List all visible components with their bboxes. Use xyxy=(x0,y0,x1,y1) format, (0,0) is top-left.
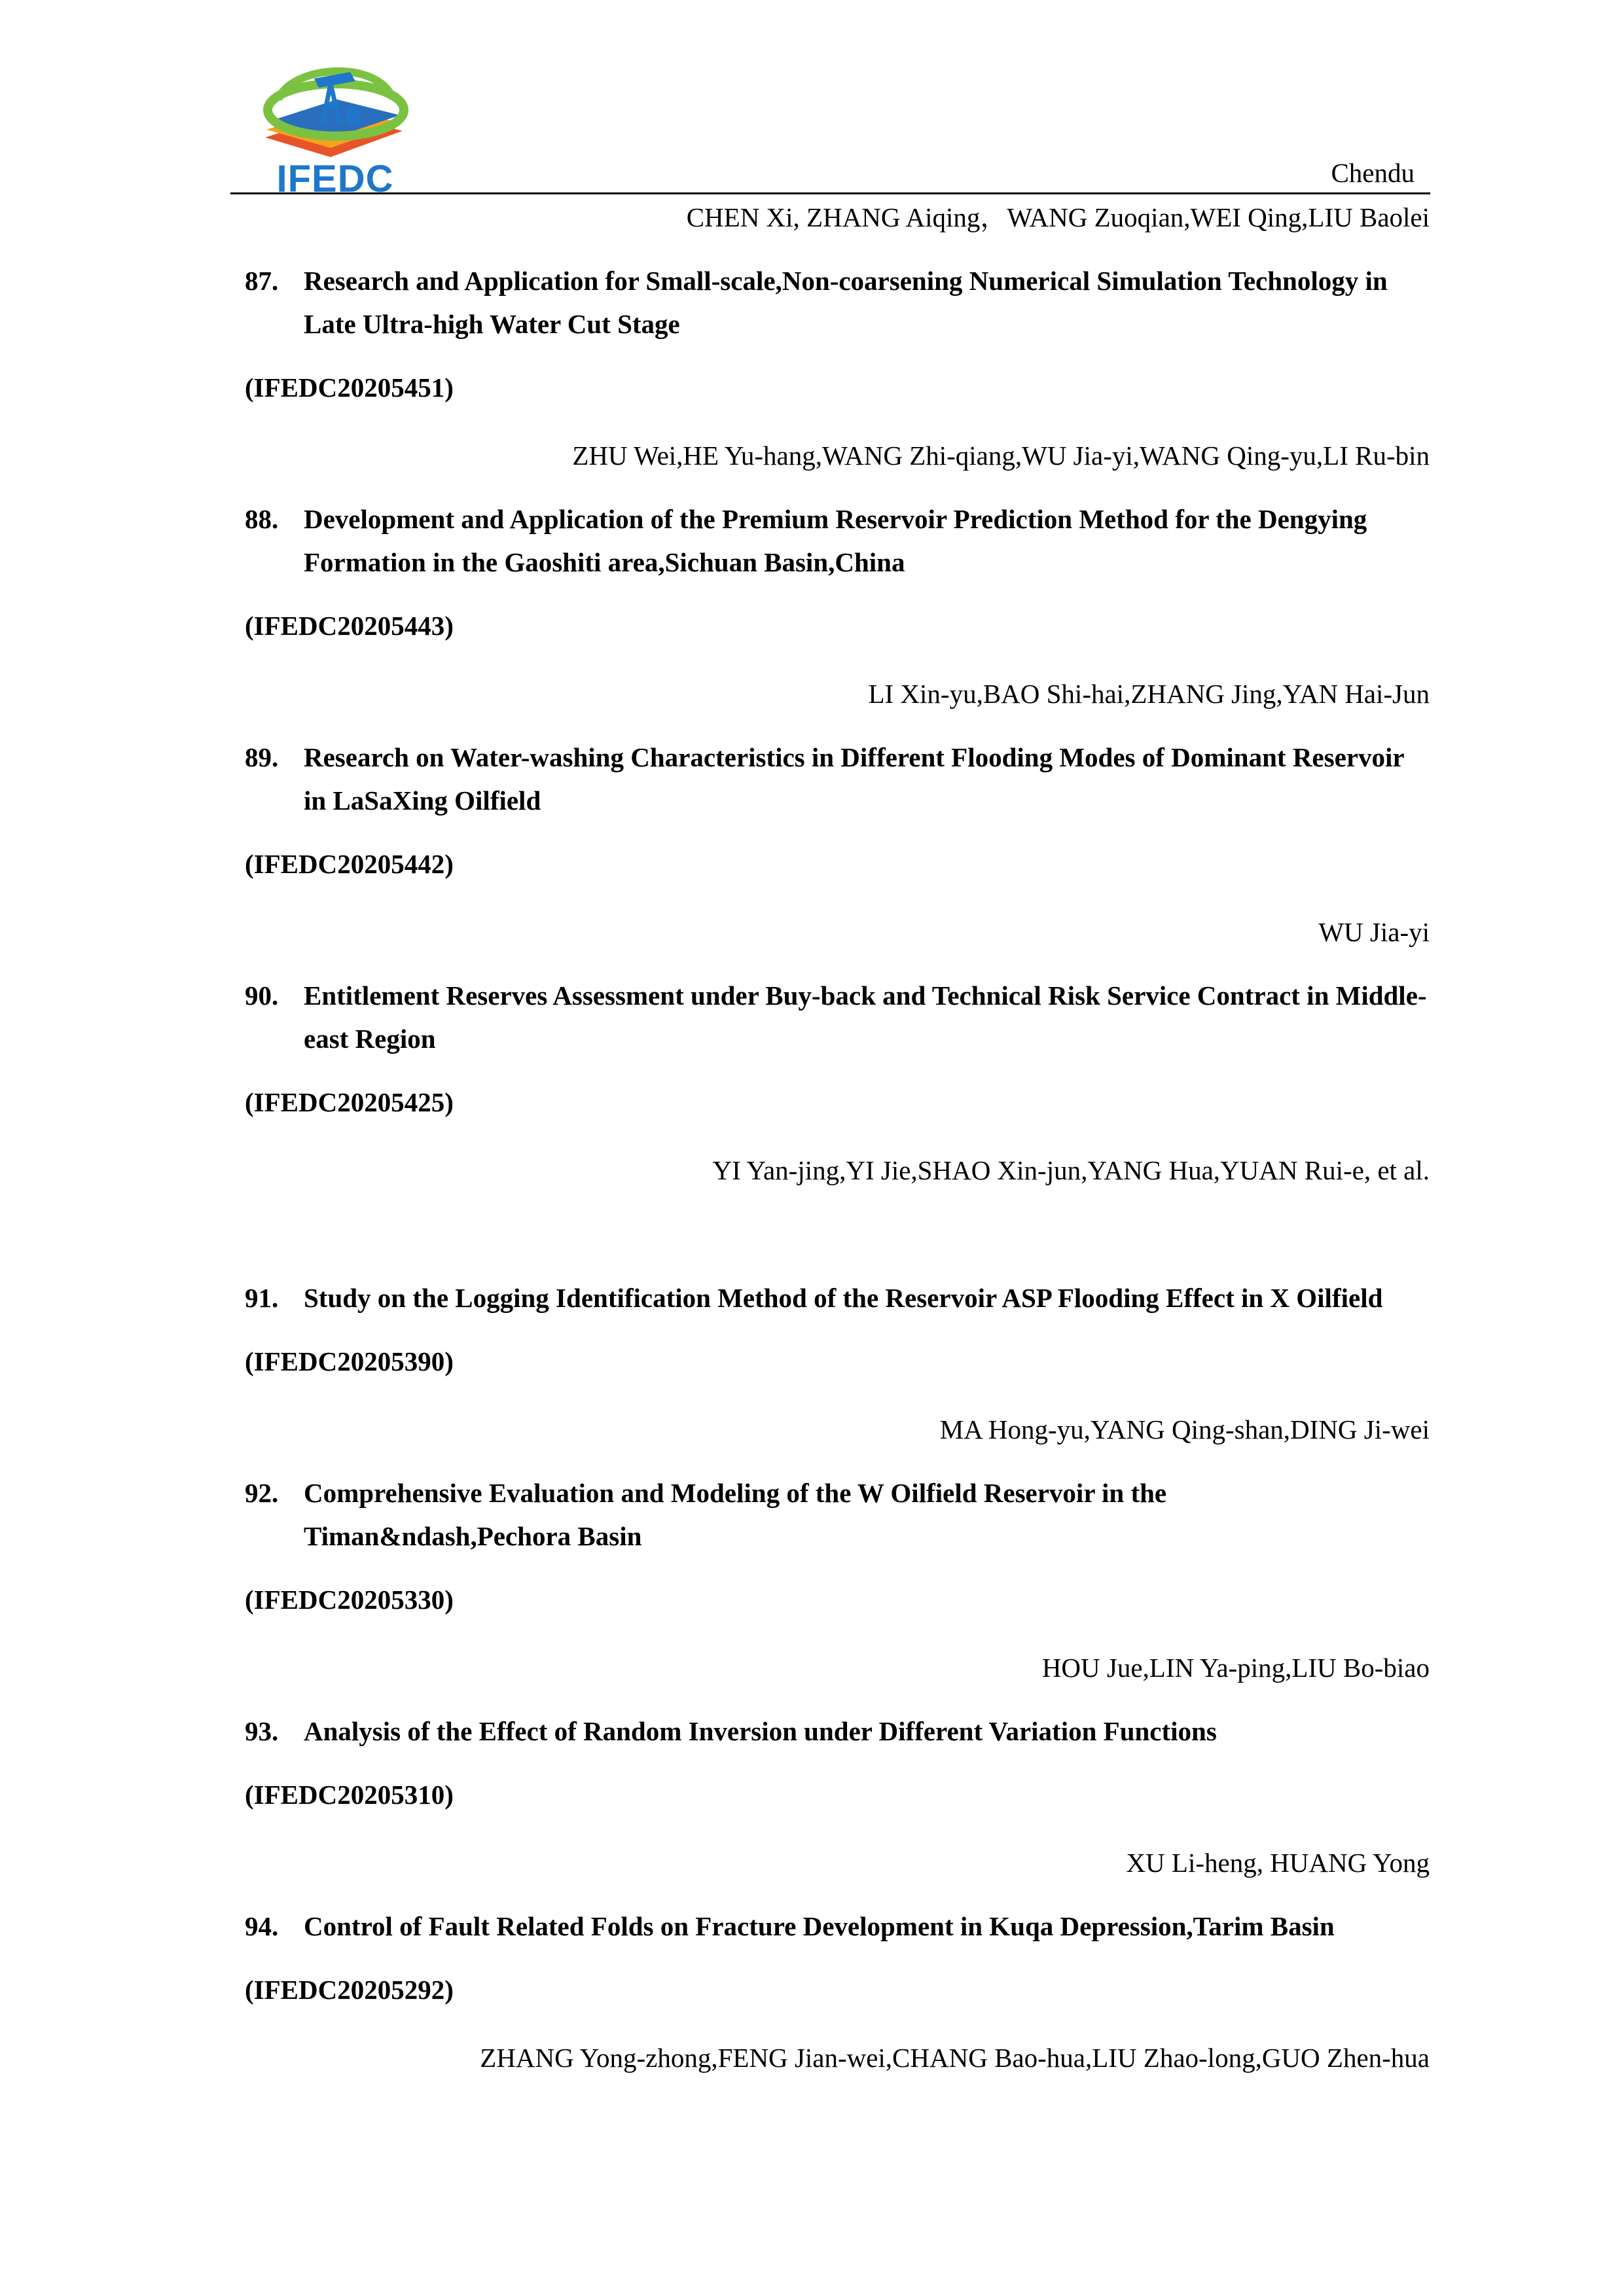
paper-title-row xyxy=(245,1276,1430,1319)
paper-title: Entitlement Reserves Assessment under Buy-back and Technical Risk Service Contract in Middle-east Region xyxy=(304,980,1427,1054)
paper-authors: WU Jia-yi xyxy=(1318,917,1430,947)
header-location: Chendu xyxy=(1331,158,1415,188)
paper-title: Research and Application for Small-scale,Non-coarsening Numerical Simulation Technology in Late Ultra-high Water Cut Stage xyxy=(304,266,1388,339)
paper-entry-92 xyxy=(245,1471,1430,1687)
paper-title-row xyxy=(245,1905,1430,1948)
paper-list xyxy=(245,196,1430,2077)
paper-code: (IFEDC20205330) xyxy=(245,1585,454,1615)
paper-title: Analysis of the Effect of Random Inversion under Different Variation Functions xyxy=(304,1716,1217,1746)
paper-title-row xyxy=(245,497,1430,584)
logo-text: IFEDC xyxy=(276,158,394,200)
header-divider xyxy=(230,192,1430,194)
paper-title: Control of Fault Related Folds on Fracture Development in Kuqa Depression,Tarim Basin xyxy=(304,1911,1335,1941)
paper-number: 94. xyxy=(245,1911,279,1941)
paper-title-row xyxy=(245,1710,1430,1753)
paper-code: (IFEDC20205310) xyxy=(245,1780,454,1810)
paper-code: (IFEDC20205292) xyxy=(245,1975,454,2005)
paper-entry-90 xyxy=(245,974,1430,1190)
paper-number: 92. xyxy=(245,1478,279,1508)
paper-entry-93 xyxy=(245,1710,1430,1882)
paper-entry-87 xyxy=(245,259,1430,475)
paper-title: Comprehensive Evaluation and Modeling of the W Oilfield Reservoir in the Timan&ndash,Pechora Basin xyxy=(304,1478,1167,1551)
paper-code: (IFEDC20205451) xyxy=(245,372,454,403)
paper-authors: MA Hong-yu,YANG Qing-shan,DING Ji-wei xyxy=(939,1414,1430,1444)
paper-number: 88. xyxy=(245,504,279,534)
paper-number: 90. xyxy=(245,980,279,1011)
paper-authors: HOU Jue,LIN Ya-ping,LIU Bo-biao xyxy=(1041,1653,1430,1683)
paper-authors: ZHANG Yong-zhong,FENG Jian-wei,CHANG Bao-hua,LIU Zhao-long,GUO Zhen-hua xyxy=(480,2043,1430,2073)
paper-title-row xyxy=(245,974,1430,1060)
paper-authors: YI Yan-jing,YI Jie,SHAO Xin-jun,YANG Hua,YUAN Rui-e, et al. xyxy=(712,1155,1430,1185)
paper-title: Research on Water-washing Characteristics in Different Flooding Modes of Dominant Reservoir in LaSaXing Oilfield xyxy=(304,742,1404,816)
paper-authors: LI Xin-yu,BAO Shi-hai,ZHANG Jing,YAN Hai-Jun xyxy=(868,679,1430,709)
paper-code: (IFEDC20205443) xyxy=(245,611,454,641)
paper-code: (IFEDC20205442) xyxy=(245,849,454,879)
paper-title: Study on the Logging Identification Method of the Reservoir ASP Flooding Effect in X Oilfield xyxy=(304,1283,1383,1313)
carryover-authors: CHEN Xi, ZHANG Aiqing，WANG Zuoqian,WEI Qing,LIU Baolei xyxy=(686,202,1430,232)
paper-code: (IFEDC20205425) xyxy=(245,1087,454,1117)
paper-authors: ZHU Wei,HE Yu-hang,WANG Zhi-qiang,WU Jia-yi,WANG Qing-yu,LI Ru-bin xyxy=(572,440,1430,471)
paper-number: 89. xyxy=(245,742,279,772)
ifedc-logo xyxy=(252,59,416,200)
paper-title-row xyxy=(245,1471,1430,1558)
paper-authors: XU Li-heng, HUANG Yong xyxy=(1126,1848,1430,1878)
paper-title-row xyxy=(245,736,1430,822)
paper-number: 91. xyxy=(245,1283,279,1313)
paper-title-row xyxy=(245,259,1430,346)
logo-emblem xyxy=(252,59,416,164)
paper-entry-91 xyxy=(245,1276,1430,1449)
paper-number: 93. xyxy=(245,1716,279,1746)
paper-title: Development and Application of the Premium Reservoir Prediction Method for the Dengying Formation in the Gaoshiti area,Sichuan Basin,China xyxy=(304,504,1367,577)
paper-entry-88 xyxy=(245,497,1430,713)
paper-entry-94 xyxy=(245,1905,1430,2077)
paper-entry-89 xyxy=(245,736,1430,952)
paper-number: 87. xyxy=(245,266,279,296)
paper-code: (IFEDC20205390) xyxy=(245,1346,454,1376)
